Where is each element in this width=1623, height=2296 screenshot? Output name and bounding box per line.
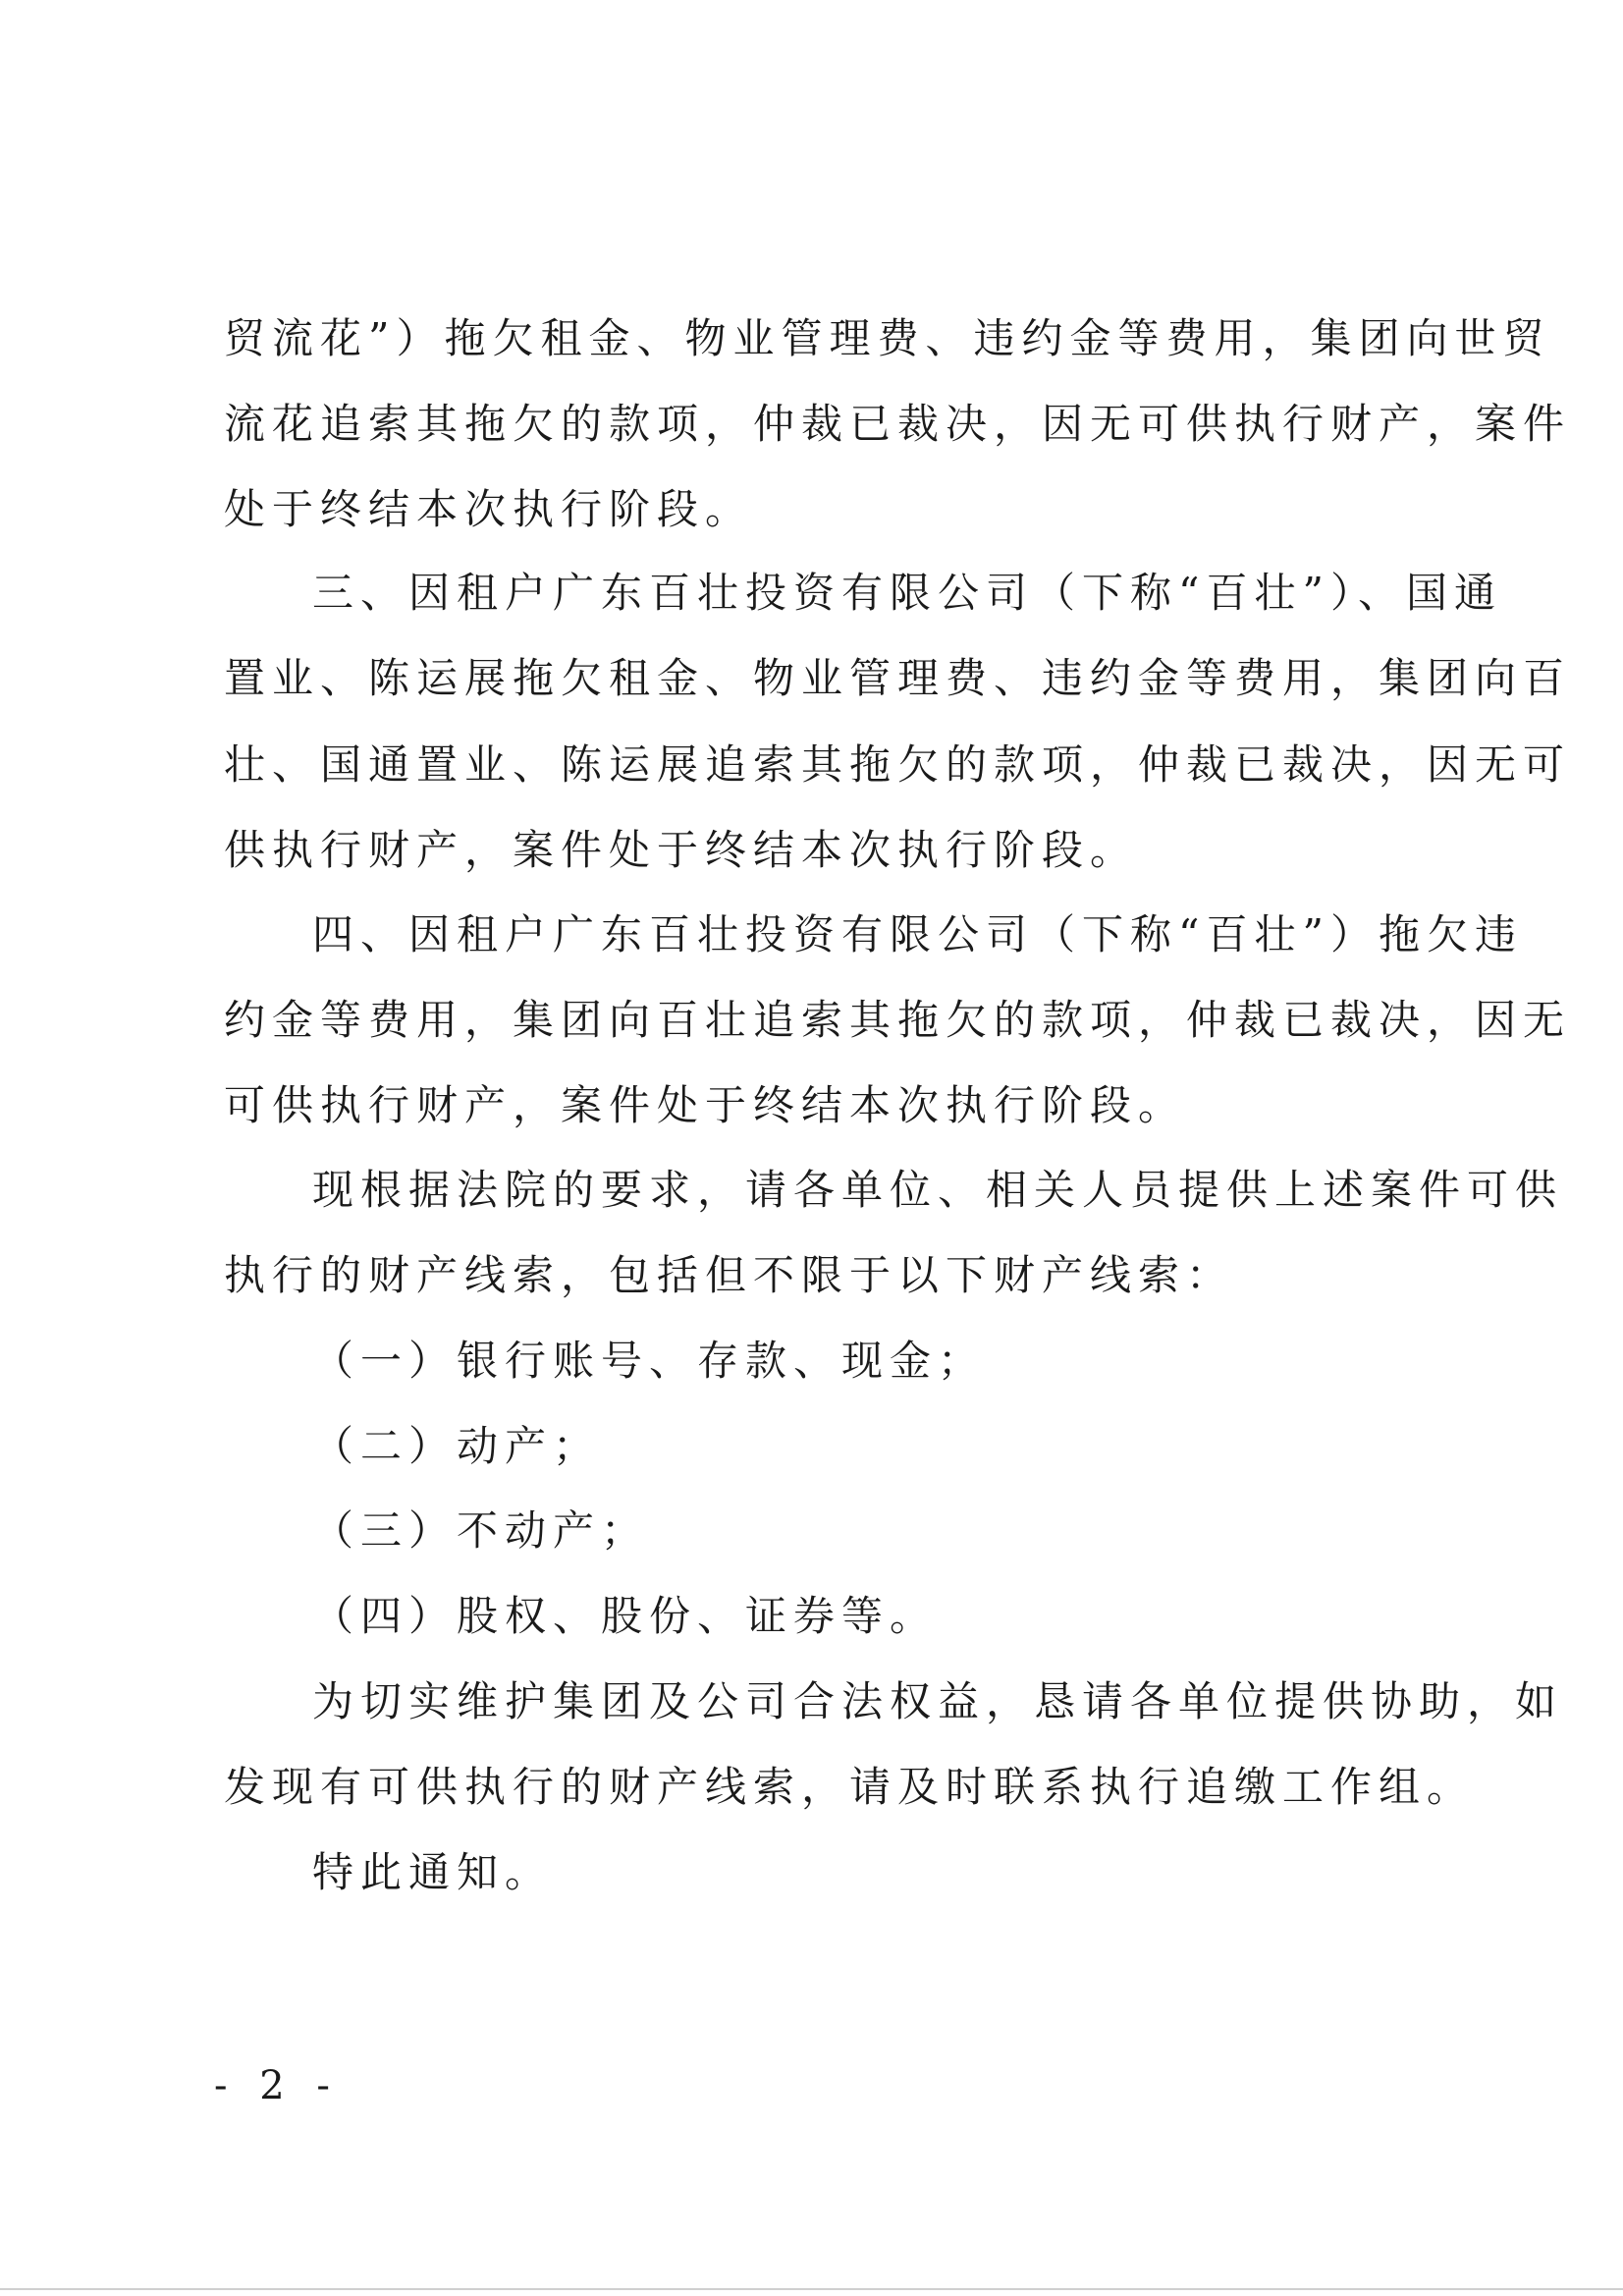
list-item: （一）银行账号、存款、现金； (312, 1337, 987, 1385)
paragraph-line: 四、因租户广东百壮投资有限公司（下称“百壮”）拖欠违 (312, 910, 1523, 958)
paragraph-line: 置业、陈运展拖欠租金、物业管理费、违约金等费用，集团向百 (224, 654, 1572, 702)
list-item: （三）不动产； (312, 1506, 650, 1555)
scan-edge-divider (0, 2288, 1623, 2290)
paragraph-line: 供执行财产，案件处于终结本次执行阶段。 (224, 826, 1139, 874)
closing-line: 特此通知。 (312, 1848, 554, 1896)
paragraph-line: 约金等费用，集团向百壮追索其拖欠的款项，仲裁已裁决，因无 (224, 996, 1572, 1044)
paragraph-line: 壮、国通置业、陈运展追索其拖欠的款项，仲裁已裁决，因无可 (224, 740, 1572, 789)
paragraph-line: 现根据法院的要求，请各单位、相关人员提供上述案件可供 (312, 1166, 1564, 1214)
paragraph-line: 处于终结本次执行阶段。 (224, 485, 754, 533)
paragraph-line: 执行的财产线索，包括但不限于以下财产线索： (224, 1251, 1235, 1299)
paragraph-line: 可供执行财产，案件处于终结本次执行阶段。 (224, 1081, 1187, 1129)
list-item: （二）动产； (312, 1422, 602, 1470)
paragraph-line: 贸流花”）拖欠租金、物业管理费、违约金等费用，集团向世贸 (224, 314, 1551, 362)
paragraph-line: 流花追索其拖欠的款项，仲裁已裁决，因无可供执行财产，案件 (224, 400, 1572, 448)
list-item: （四）股权、股份、证券等。 (312, 1592, 939, 1640)
page-number: - 2 - (214, 2063, 340, 2108)
paragraph-line: 为切实维护集团及公司合法权益，恳请各单位提供协助，如 (312, 1677, 1564, 1725)
paragraph-line: 发现有可供执行的财产线索，请及时联系执行追缴工作组。 (224, 1763, 1476, 1811)
paragraph-line: 三、因租户广东百壮投资有限公司（下称“百壮”）、国通 (312, 569, 1502, 617)
